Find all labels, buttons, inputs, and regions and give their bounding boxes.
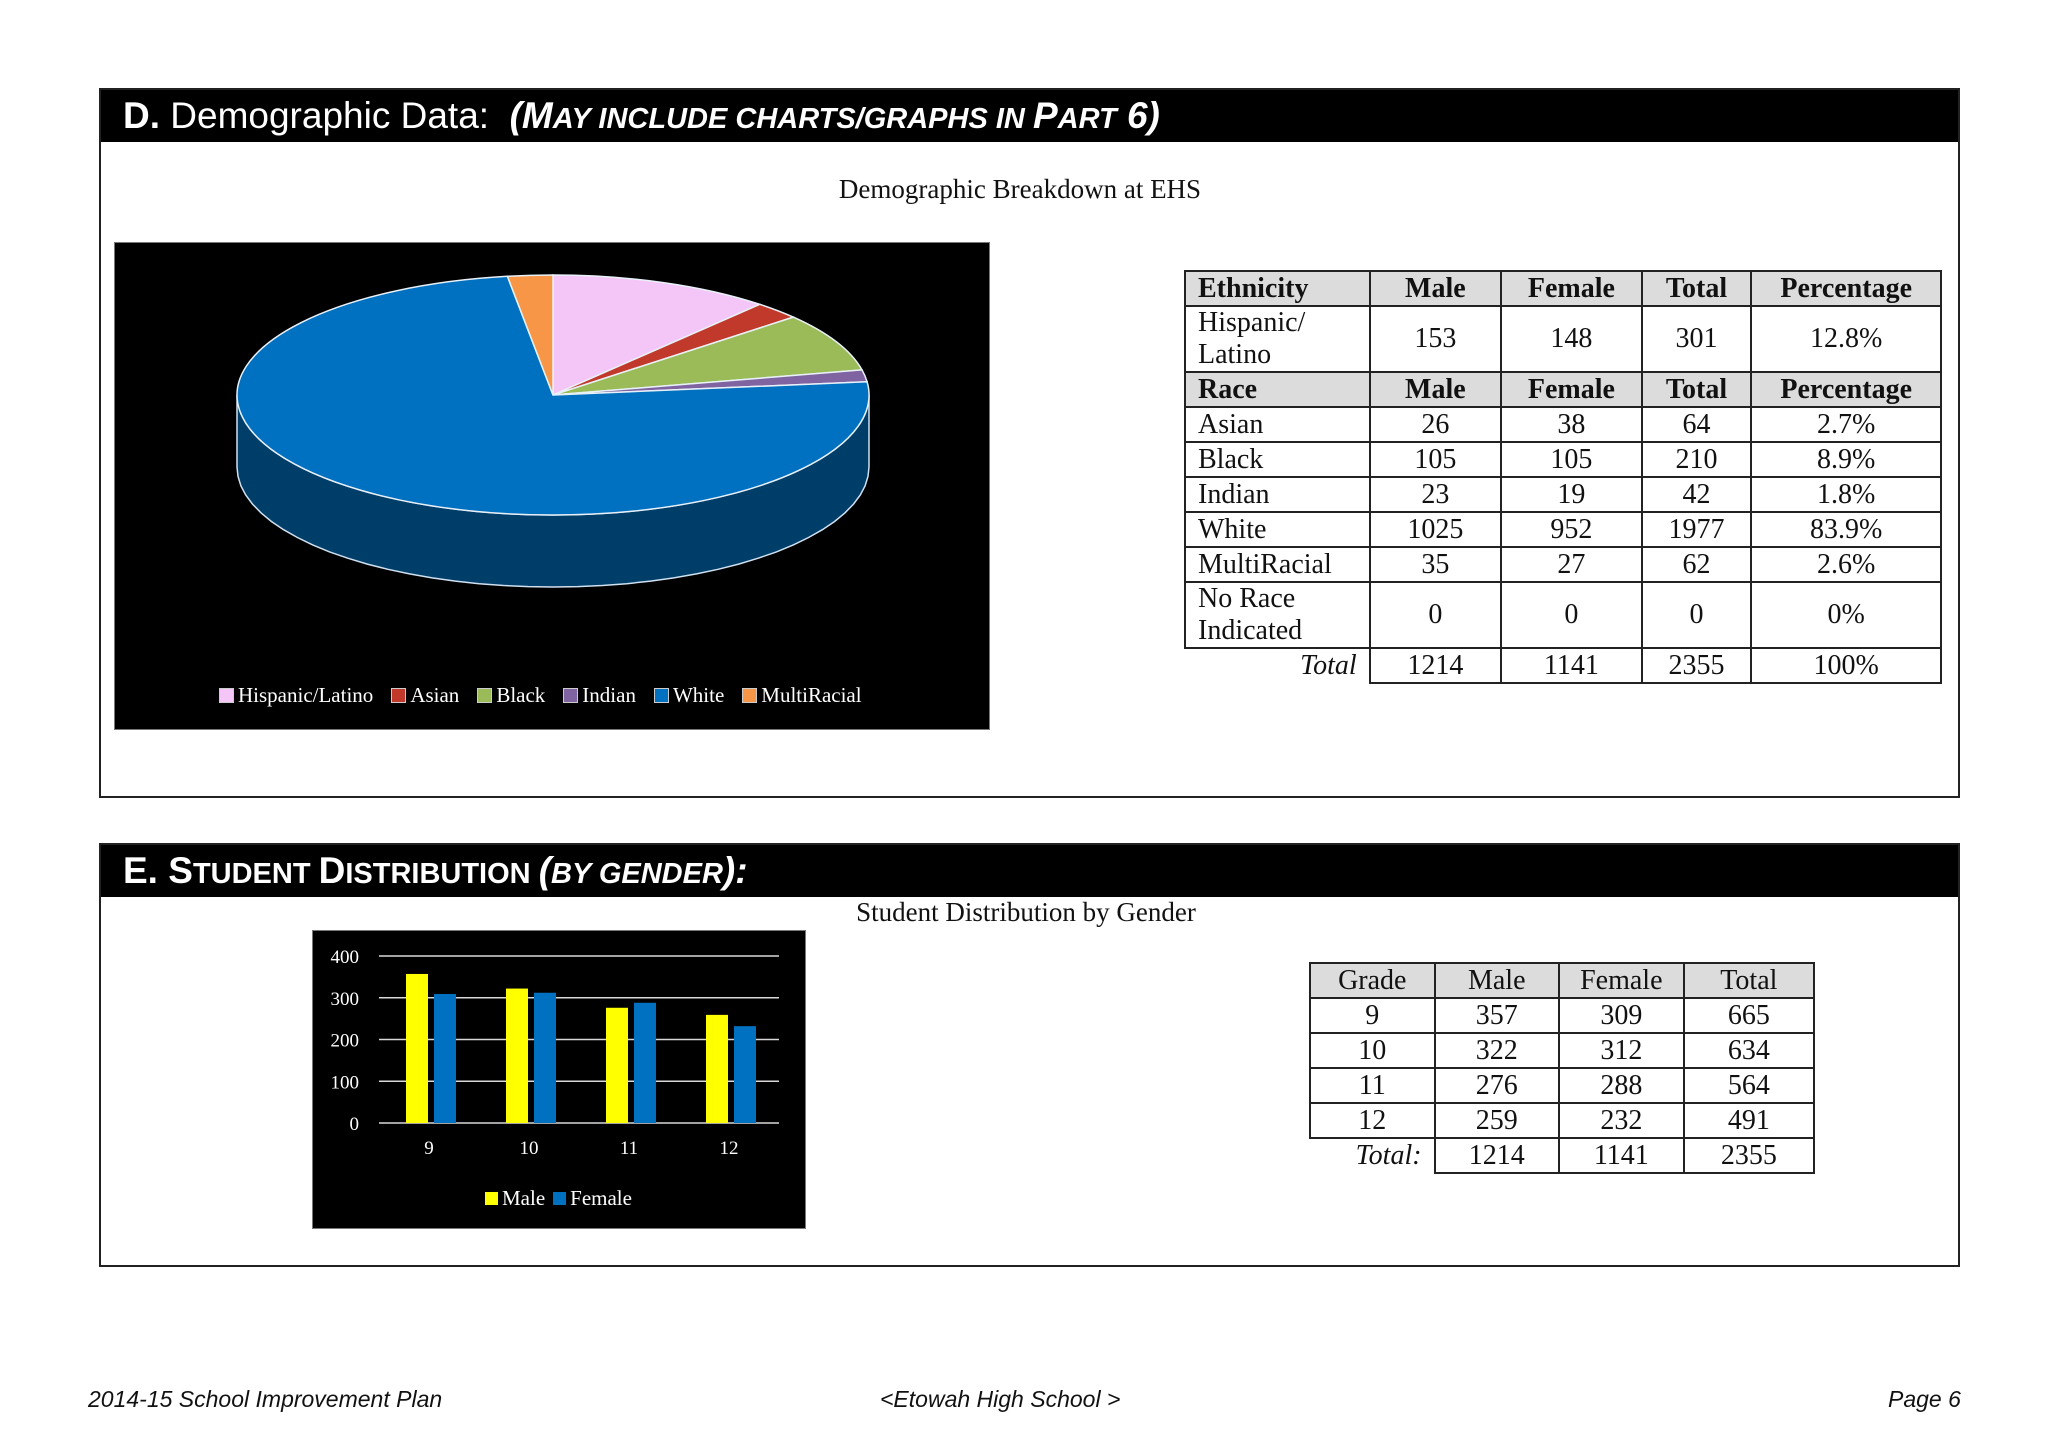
ethnicity-label-line2: Latino xyxy=(1198,339,1272,370)
table-row xyxy=(1185,442,1941,477)
total-row xyxy=(1310,1138,1814,1173)
cell-female: 288 xyxy=(1559,1068,1684,1103)
table-row xyxy=(1185,477,1941,512)
legend-label: Female xyxy=(570,1186,632,1210)
race-header-row xyxy=(1185,372,1941,407)
table-row xyxy=(1310,1103,1814,1138)
cell-pct: 83.9% xyxy=(1751,512,1941,547)
section-e-title xyxy=(168,850,747,891)
cell-female: 952 xyxy=(1501,512,1642,547)
legend-swatch xyxy=(553,1192,566,1205)
cell-grade: 11 xyxy=(1310,1068,1435,1103)
bar-female-grade-10 xyxy=(534,993,556,1123)
race-header-cell: Male xyxy=(1370,372,1501,407)
cell-male: 276 xyxy=(1435,1068,1559,1103)
cell-male: 1214 xyxy=(1435,1138,1559,1173)
cell-total: 0 xyxy=(1642,582,1752,648)
section-d-note-close: 6) xyxy=(1116,95,1160,136)
section-d-header xyxy=(101,90,1958,142)
bar-male-grade-12 xyxy=(706,1015,728,1123)
no-race-label-line1: No Race xyxy=(1198,583,1296,614)
ethnicity-header-cell: Male xyxy=(1370,271,1501,306)
y-tick-label: 100 xyxy=(330,1072,359,1094)
cell-pct: 12.8% xyxy=(1751,306,1941,372)
cell-pct: 1.8% xyxy=(1751,477,1941,512)
ethnicity-header-cell: Percentage xyxy=(1751,271,1941,306)
cell-male: 357 xyxy=(1435,998,1559,1033)
y-tick-label: 400 xyxy=(330,947,359,968)
bar-female-grade-11 xyxy=(634,1003,656,1123)
legend-item xyxy=(485,1186,545,1211)
no-race-label xyxy=(1185,582,1370,648)
ethnicity-header-cell: Female xyxy=(1501,271,1642,306)
cell-total: 2355 xyxy=(1684,1138,1814,1173)
legend-swatch xyxy=(654,688,669,703)
cell-male: 35 xyxy=(1370,547,1501,582)
gender-table xyxy=(1309,962,1815,1174)
legend-item xyxy=(477,683,545,708)
cell-male: 0 xyxy=(1370,582,1501,648)
race-label: Black xyxy=(1185,442,1370,477)
total-row xyxy=(1185,648,1941,683)
x-tick-label: 12 xyxy=(719,1138,739,1159)
cell-total: 665 xyxy=(1684,998,1814,1033)
y-tick-label: 300 xyxy=(330,988,359,1010)
cell-male: 23 xyxy=(1370,477,1501,512)
pie-legend xyxy=(219,683,880,708)
cell-female: 27 xyxy=(1501,547,1642,582)
cell-male: 1025 xyxy=(1370,512,1501,547)
legend-swatch xyxy=(477,688,492,703)
cell-female: 148 xyxy=(1501,306,1642,372)
pie-chart-svg xyxy=(115,243,989,729)
legend-item xyxy=(563,683,636,708)
cell-female: 38 xyxy=(1501,407,1642,442)
cell-total: 491 xyxy=(1684,1103,1814,1138)
cell-male: 105 xyxy=(1370,442,1501,477)
legend-label: Black xyxy=(496,683,546,707)
legend-swatch xyxy=(742,688,757,703)
cell-pct: 2.7% xyxy=(1751,407,1941,442)
race-label: Indian xyxy=(1185,477,1370,512)
cell-grade: 10 xyxy=(1310,1033,1435,1068)
table-row xyxy=(1310,998,1814,1033)
cell-female: 1141 xyxy=(1501,648,1642,683)
section-d-note-open: (M xyxy=(509,95,553,136)
race-label: MultiRacial xyxy=(1185,547,1370,582)
bar-legend xyxy=(485,1186,640,1211)
x-tick-label: 10 xyxy=(519,1138,539,1159)
gender-header-cell: Male xyxy=(1435,963,1559,998)
legend-swatch xyxy=(485,1192,498,1205)
y-tick-label: 0 xyxy=(349,1114,359,1135)
cell-total: 1977 xyxy=(1642,512,1752,547)
legend-label: White xyxy=(672,683,725,707)
table-row xyxy=(1185,306,1941,372)
footer-page-number: Page 6 xyxy=(1888,1386,1961,1412)
ethnicity-label xyxy=(1185,306,1370,372)
cell-male: 322 xyxy=(1435,1033,1559,1068)
section-e-t1: S xyxy=(168,850,193,891)
race-header-cell: Female xyxy=(1501,372,1642,407)
cell-female: 19 xyxy=(1501,477,1642,512)
cell-pct: 2.6% xyxy=(1751,547,1941,582)
legend-item xyxy=(553,1186,632,1211)
bar-female-grade-9 xyxy=(434,994,456,1123)
table-row xyxy=(1310,1068,1814,1103)
gender-header-cell: Grade xyxy=(1310,963,1435,998)
race-header-cell: Percentage xyxy=(1751,372,1941,407)
legend-swatch xyxy=(563,688,578,703)
cell-total: 2355 xyxy=(1642,648,1752,683)
cell-total: 564 xyxy=(1684,1068,1814,1103)
cell-total: 42 xyxy=(1642,477,1752,512)
pie-chart-title: Demographic Breakdown at EHS xyxy=(838,174,1202,204)
legend-label: Hispanic/Latino xyxy=(238,683,374,707)
section-e-header xyxy=(101,845,1958,897)
total-label: Total xyxy=(1300,650,1357,681)
cell-male: 26 xyxy=(1370,407,1501,442)
demographics-table xyxy=(1184,270,1942,684)
cell-total: 301 xyxy=(1642,306,1752,372)
section-e-t2: D xyxy=(318,850,346,891)
ethnicity-header-cell: Total xyxy=(1642,271,1752,306)
cell-pct: 0% xyxy=(1751,582,1941,648)
cell-grade: 9 xyxy=(1310,998,1435,1033)
cell-grade: 12 xyxy=(1310,1103,1435,1138)
legend-swatch xyxy=(219,688,234,703)
bar-male-grade-10 xyxy=(506,989,528,1123)
legend-item xyxy=(742,683,861,708)
bar-chart xyxy=(312,930,806,1229)
legend-label: Indian xyxy=(582,683,636,707)
legend-item xyxy=(391,683,459,708)
section-d-note xyxy=(510,95,1160,136)
cell-pct: 8.9% xyxy=(1751,442,1941,477)
table-row xyxy=(1185,547,1941,582)
section-d-letter: D. xyxy=(123,95,160,136)
table-row xyxy=(1310,1033,1814,1068)
bar-female-grade-12 xyxy=(734,1026,756,1123)
cell-male: 153 xyxy=(1370,306,1501,372)
x-tick-label: 11 xyxy=(619,1138,639,1159)
section-e-t3-close: ): xyxy=(722,850,748,891)
table-row xyxy=(1185,582,1941,648)
bar-male-grade-11 xyxy=(606,1008,628,1123)
bar-chart-title: Student Distribution by Gender xyxy=(856,897,1196,927)
cell-total: 210 xyxy=(1642,442,1752,477)
cell-male: 1214 xyxy=(1370,648,1501,683)
table-row xyxy=(1185,407,1941,442)
cell-female: 0 xyxy=(1501,582,1642,648)
x-tick-label: 9 xyxy=(424,1138,434,1159)
no-race-label-line2: Indicated xyxy=(1198,615,1303,646)
cell-total: 62 xyxy=(1642,547,1752,582)
y-tick-label: 200 xyxy=(330,1030,359,1052)
race-label: Asian xyxy=(1185,407,1370,442)
section-d-note-p: P xyxy=(1032,95,1058,136)
ethnicity-label-line1: Hispanic/ xyxy=(1198,307,1306,338)
section-e-t1s: TUDENT xyxy=(192,858,319,890)
cell-female: 105 xyxy=(1501,442,1642,477)
section-d-title: Demographic Data: xyxy=(170,95,490,136)
race-header-cell: Race xyxy=(1185,372,1370,407)
legend-label: Male xyxy=(502,1186,546,1210)
cell-female: 1141 xyxy=(1559,1138,1684,1173)
legend-item xyxy=(219,683,373,708)
section-e-letter: E. xyxy=(123,850,158,891)
section-d-note-small1: AY INCLUDE CHARTS/GRAPHS IN xyxy=(552,103,1033,135)
section-e-t2s: ISTRIBUTION xyxy=(345,858,539,890)
table-row xyxy=(1185,512,1941,547)
legend-swatch xyxy=(391,688,406,703)
bar-male-grade-9 xyxy=(406,974,428,1123)
section-e-t3s: BY GENDER xyxy=(551,858,723,890)
cell-male: 259 xyxy=(1435,1103,1559,1138)
total-label: Total: xyxy=(1355,1140,1422,1171)
cell-total: 634 xyxy=(1684,1033,1814,1068)
race-header-cell: Total xyxy=(1642,372,1752,407)
section-d-note-small2: ART xyxy=(1057,103,1117,135)
cell-total: 64 xyxy=(1642,407,1752,442)
footer-left: 2014-15 School Improvement Plan xyxy=(88,1386,443,1412)
gender-header-cell: Total xyxy=(1684,963,1814,998)
bar-chart-svg xyxy=(313,931,805,1228)
legend-label: MultiRacial xyxy=(761,683,862,707)
footer-center: <Etowah High School > xyxy=(880,1386,1121,1412)
gender-header-row xyxy=(1310,963,1814,998)
ethnicity-header-cell: Ethnicity xyxy=(1185,271,1370,306)
section-e-t3-open: ( xyxy=(538,850,552,891)
pie-chart xyxy=(114,242,990,730)
race-label: White xyxy=(1185,512,1370,547)
legend-item xyxy=(654,683,724,708)
legend-label: Asian xyxy=(410,683,460,707)
cell-female: 309 xyxy=(1559,998,1684,1033)
cell-female: 232 xyxy=(1559,1103,1684,1138)
ethnicity-header-row xyxy=(1185,271,1941,306)
cell-pct: 100% xyxy=(1751,648,1941,683)
gender-header-cell: Female xyxy=(1559,963,1684,998)
cell-female: 312 xyxy=(1559,1033,1684,1068)
